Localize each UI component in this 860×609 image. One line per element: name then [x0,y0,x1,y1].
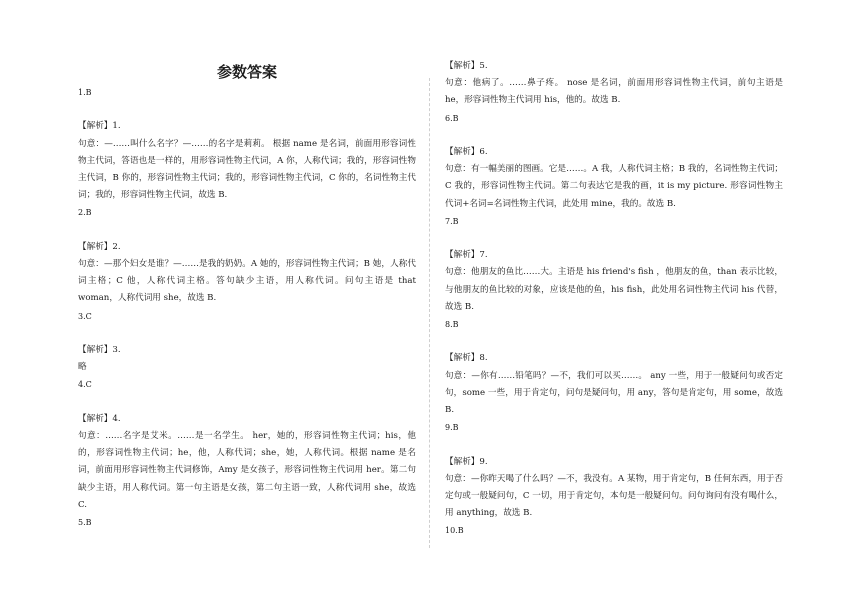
left-column [78,0,416,609]
answer-label: 5.B [78,518,92,528]
answer-label: 4.C [78,380,92,390]
answer-label: 6.B [445,113,459,123]
paragraph: 句意：他病了。……鼻子疼。 nose 是名词，前面用形容词性物主代词，前句主语是 he，形容词性物主代词用 his，他的。故选 B. [445,78,783,106]
spacer [78,222,416,239]
spacer [445,230,783,247]
paragraph: 【解析】1. [78,121,121,132]
paragraph: 【解析】4. [78,413,121,424]
right-column [445,0,783,609]
paragraph: 【解析】9. [445,456,488,467]
paragraph: 句意：—你昨天喝了什么吗？—不，我没有。A 某物，用于肯定句，B 任何东西，用于否定句或一般疑问句，C 一切，用于肯定句，本句是一般疑问句。问句询问有没有喝什么，用 anything，故选 B. [445,473,783,519]
right-body [445,58,783,540]
column-divider [429,78,430,548]
answer-label: 3.C [78,311,92,321]
paragraph: 【解析】6. [445,147,488,157]
paragraph: 略 [78,362,87,373]
answer-label: 7.B [445,216,459,226]
spacer [78,325,416,342]
answer-label: 1.B [78,88,92,97]
paragraph: 句意：他朋友的鱼比……大。主语是 his friend's fish ，他朋友的鱼，than 表示比较，与他朋友的鱼比较的对象，应该是他的鱼，his fish，此处用名词性物主代词 his 代替，故选 B. [445,267,783,312]
answer-label: 9.B [445,423,459,433]
paragraph: 句意：……名字是艾米。……是一名学生。 her，她的，形容词性物主代词；his，他的，形容词性物主代词；he，他，人称代词；she，她，人称代词。根据 name 是名词，前面用形容词性物主代词修饰，Amy 是女孩子，形容词性物主代词用 her。第二句缺少主语，用人称代词。第一句主语是女孩，第二句主语一致，人称代词用 she，故选 C. [78,431,416,510]
spacer [78,394,416,411]
spacer [445,333,783,350]
paragraph: 【解析】3. [78,345,121,355]
spacer [445,436,783,453]
paragraph: 【解析】2. [78,241,121,252]
spacer [78,101,416,118]
paragraph: 句意：—你有……铅笔吗？—不，我们可以买……。 any 一些，用于一般疑问句或否定句，some 一些，用于肯定句，问句是疑问句，用 any，答句是肯定句，用 some，故选 B. [445,370,783,416]
answer-label: 10.B [445,526,464,536]
paragraph: 句意：—……叫什么名字？—……的名字是莉莉。 根据 name 是名词，前面用形容词性物主代词，答语也是一样的，用形容词性物主代词，A 你，人称代词；我的，形容词性物主代词，B 你的，形容词性物主代词；我的，形容词性物主代词，C 你的，名词性物主代词；我的，形容词性物主代词，故选 B. [78,138,416,201]
paragraph: 【解析】7. [445,250,488,261]
spacer [445,127,783,144]
left-body [78,84,416,531]
paragraph: 句意：—那个妇女是谁？—……是我的奶奶。A 她的，形容词性物主代词；B 她，人称代词主格；C 他，人称代词主格。答句缺少主语，用人称代词。问句主语是 that woman，人称代词用 she，故选 B. [78,259,416,304]
paragraph: 句意：有一幅美丽的图画。它是……。A 我，人称代词主格；B 我的，名词性物主代词；C 我的，形容词性物主代词。第二句表达它是我的画，it is my picture. 形容词性物主代词+名词=名词性物主代词，此处用 mine，我的。故选 B. [445,164,783,209]
paragraph: 【解析】5. [445,61,488,71]
paragraph: 【解析】8. [445,353,488,364]
answer-label: 2.B [78,208,92,218]
page-title: 参数答案 [216,63,277,81]
answer-label: 8.B [445,320,459,330]
